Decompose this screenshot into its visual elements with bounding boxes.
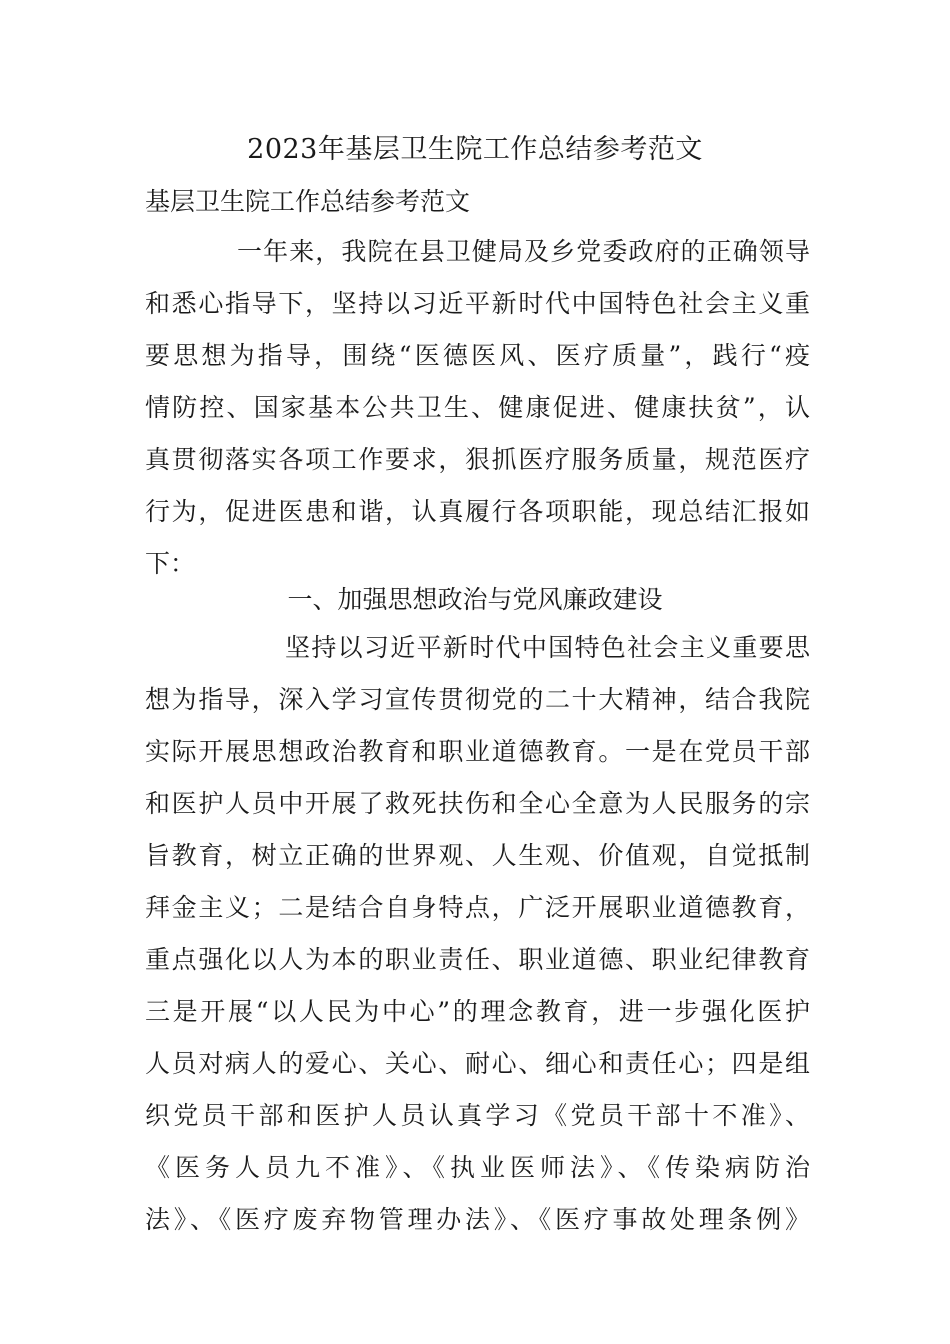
paragraph-line: 重点强化以人为本的职业责任、职业道德、职业纪律教育: [145, 945, 810, 974]
paragraph-line: 和医护人员中开展了救死扶伤和全心全意为人民服务的宗: [145, 789, 810, 818]
paragraph-line: 人员对病人的爱心、关心、耐心、细心和责任心；四是组: [145, 1049, 810, 1078]
paragraph-line: 行为，促进医患和谐，认真履行各项职能，现总结汇报如: [145, 497, 810, 526]
document-title: 2023年基层卫生院工作总结参考范文: [247, 134, 703, 165]
paragraph-line: 真贯彻落实各项工作要求，狠抓医疗服务质量，规范医疗: [145, 445, 810, 474]
paragraph-section-1: [145, 622, 810, 1246]
paragraph-line: 拜金主义；二是结合自身特点，广泛开展职业道德教育，: [145, 893, 810, 922]
document-subtitle: 基层卫生院工作总结参考范文: [145, 187, 471, 216]
paragraph-line: 和悉心指导下，坚持以习近平新时代中国特色社会主义重: [145, 289, 810, 318]
paragraph-line: 三是开展“以人民为中心”的理念教育，进一步强化医护: [145, 997, 810, 1026]
paragraph-line: 织党员干部和医护人员认真学习《党员干部十不准》、: [145, 1101, 810, 1130]
paragraph-line: 法》、《医疗废弃物管理办法》、《医疗事故处理条例》: [145, 1205, 810, 1234]
paragraph-line: 旨教育，树立正确的世界观、人生观、价值观，自觉抵制: [145, 841, 810, 870]
paragraph-line: 实际开展思想政治教育和职业道德教育。一是在党员干部: [145, 737, 810, 766]
paragraph-line: 《医务人员九不准》、《执业医师法》、《传染病防治: [145, 1153, 810, 1182]
paragraph-line: 想为指导，深入学习宣传贯彻党的二十大精神，结合我院: [145, 685, 810, 714]
paragraph-line: 下：: [145, 549, 196, 578]
paragraph-line: 一年来，我院在县卫健局及乡党委政府的正确领导: [237, 237, 810, 266]
paragraph-line: 坚持以习近平新时代中国特色社会主义重要思: [285, 633, 810, 662]
paragraph-line: 情防控、国家基本公共卫生、健康促进、健康扶贫”，认: [145, 393, 810, 422]
section-heading: 一、加强思想政治与党风廉政建设: [287, 585, 663, 614]
paragraph-line: 要思想为指导，围绕“医德医风、医疗质量”，践行“疫: [145, 341, 810, 370]
paragraph-intro: [145, 226, 810, 590]
